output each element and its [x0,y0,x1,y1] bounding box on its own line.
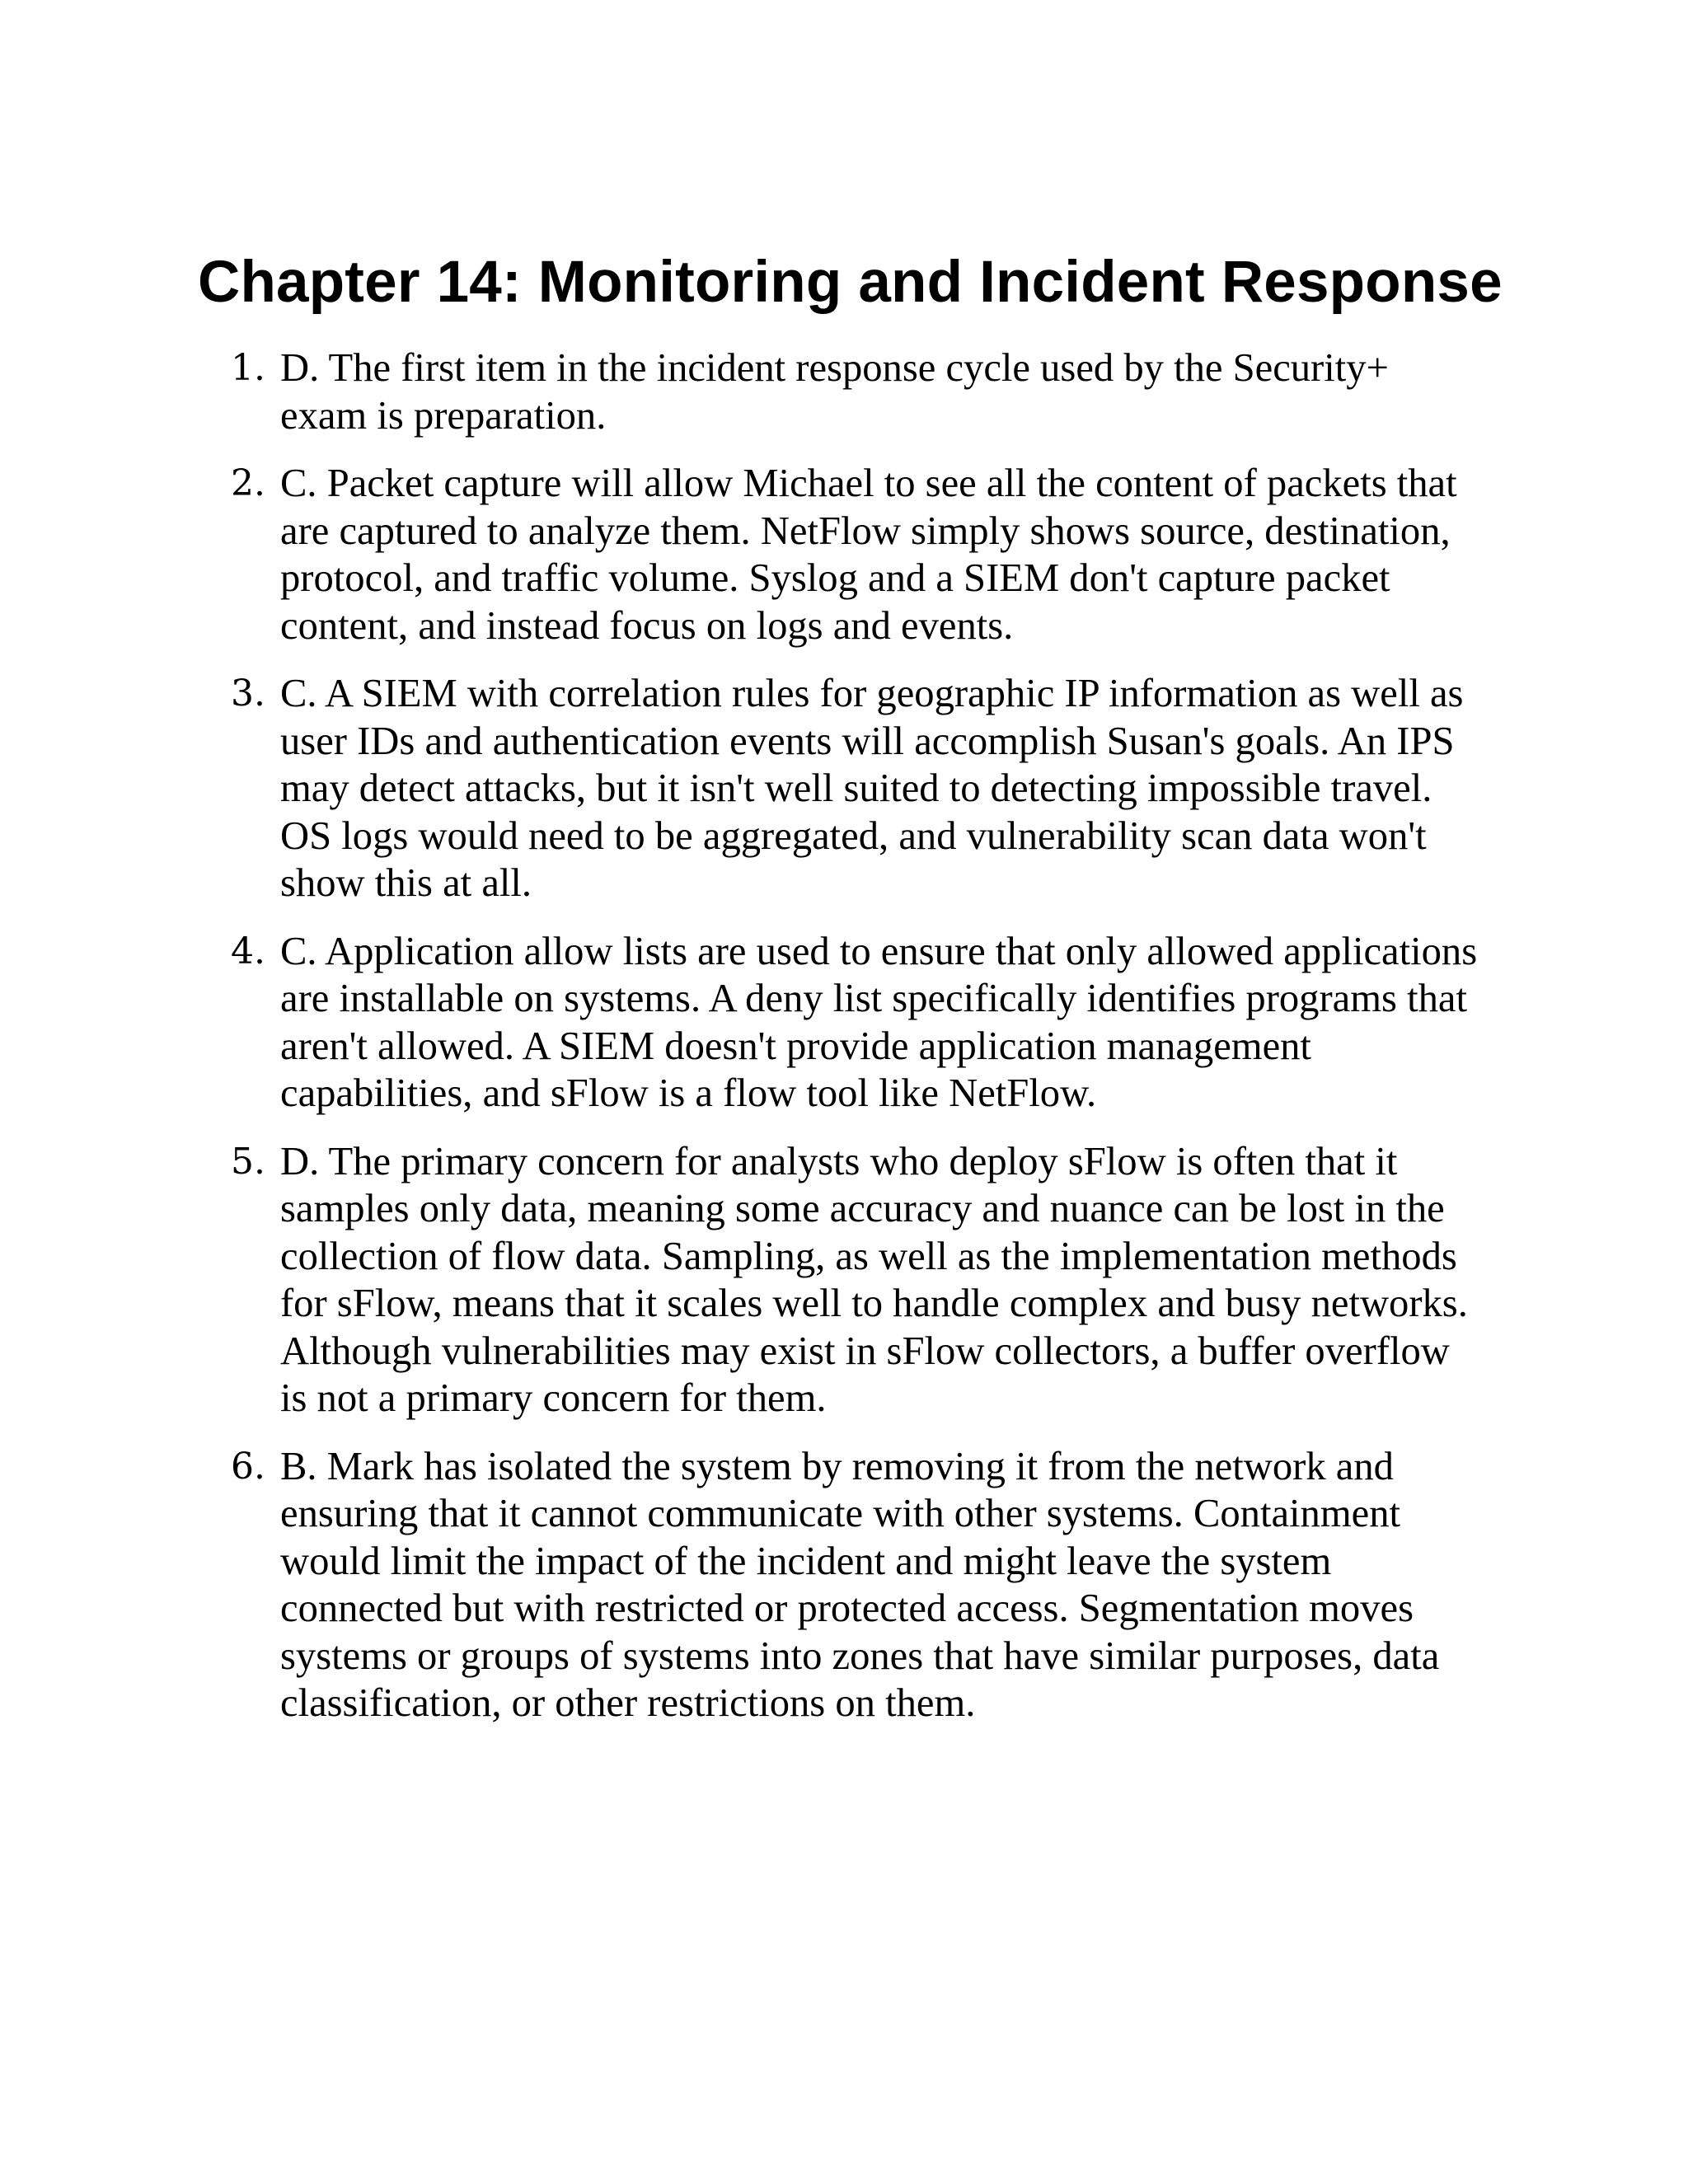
answer-text: C. Application allow lists are used to ensure that only allowed applications are installable on systems. A deny list specifically identifies programs that aren't allowed. A SIEM doesn't provide application management capabilities, and sFlow is a flow tool like NetFlow. [280,928,1478,1115]
answer-item [198,344,1484,439]
answer-item [198,1138,1484,1422]
answer-text: C. A SIEM with correlation rules for geographic IP information as well as user IDs and authentication events will accomplish Susan's goals. An IPS may detect attacks, but it isn't well suited to detecting impossible travel. OS logs would need to be aggregated, and vulnerability scan data won't show this at all. [280,671,1464,905]
answer-number: 2. [231,462,265,504]
answer-list [198,344,1484,1748]
answer-text: D. The primary concern for analysts who deploy sFlow is often that it samples only data, meaning some accuracy and nuance can be lost in the collection of flow data. Sampling, as well as the implementation methods for sFlow, means that it scales well to handle complex and busy networks. Although vulnerabilities may exist in sFlow collectors, a buffer overflow is not a primary concern for them. [280,1138,1468,1420]
answer-number: 5. [231,1140,265,1183]
answer-number: 6. [231,1445,265,1488]
answer-number: 4. [231,930,265,972]
answer-item [198,670,1484,907]
answer-text: D. The first item in the incident response cycle used by the Security+ exam is preparation. [280,345,1389,438]
answer-number: 3. [231,673,265,715]
answer-item [198,928,1484,1118]
answer-text: B. Mark has isolated the system by removing it from the network and ensuring that it cannot communicate with other systems. Containment would limit the impact of the incident and might leave the system connected but with restricted or protected access. Segmentation moves systems or groups of systems into zones that have similar purposes, data classification, or other restrictions on them. [280,1443,1440,1725]
answer-text: C. Packet capture will allow Michael to see all the content of packets that are captured to analyze them. NetFlow simply shows source, destination, protocol, and traffic volume. Syslog and a SIEM don't capture packet content, and instead focus on logs and events. [280,461,1457,648]
answer-number: 1. [231,347,265,389]
answer-item [198,1443,1484,1727]
answer-item [198,460,1484,649]
chapter-title: Chapter 14: Monitoring and Incident Response [198,250,1503,315]
